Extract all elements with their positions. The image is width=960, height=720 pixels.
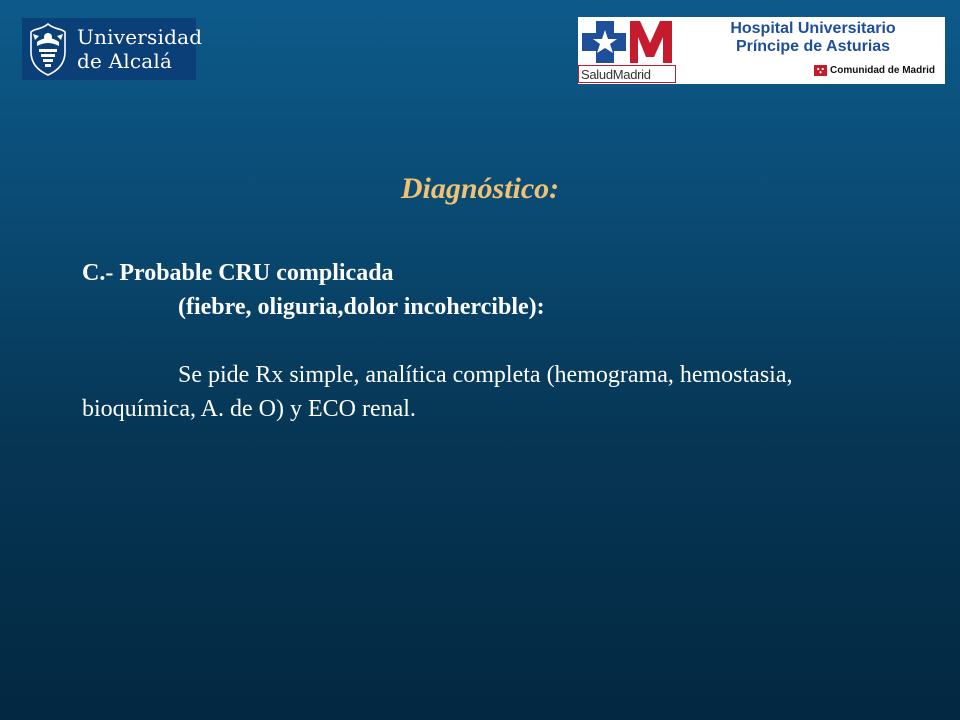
diagnosis-subheading: (fiebre, oliguria,dolor incohercible): [178, 294, 545, 320]
diagnosis-heading: C.- Probable CRU complicada [82, 260, 394, 286]
slide-content [82, 256, 882, 426]
university-name-line1: Universidad [77, 25, 203, 49]
hospital-name-line2: Príncipe de Asturias [735, 38, 891, 55]
slide-title: Diagnóstico: [400, 172, 560, 205]
university-name-line2: de Alcalá [77, 49, 173, 73]
salud-madrid-mark-icon [578, 17, 680, 69]
diagnosis-paragraph: Se pide Rx simple, analítica completa (hemograma, hemostasia, bioquímica, A. de O) y ECO renal. [82, 362, 793, 422]
hospital-name [688, 20, 938, 56]
comunidad-flag-icon [814, 65, 827, 76]
paragraph-spacer [82, 324, 882, 358]
madrid-label: Madrid [612, 67, 651, 82]
university-logo [22, 18, 203, 80]
salud-label: Salud [581, 67, 613, 82]
hospital-logo [578, 17, 945, 84]
hospital-name-line1: Hospital Universitario [730, 20, 896, 37]
comunidad-label: Comunidad de Madrid [830, 65, 935, 76]
university-shield-icon [27, 22, 69, 76]
comunidad-de-madrid-badge [814, 65, 935, 76]
salud-madrid-label [581, 68, 651, 82]
